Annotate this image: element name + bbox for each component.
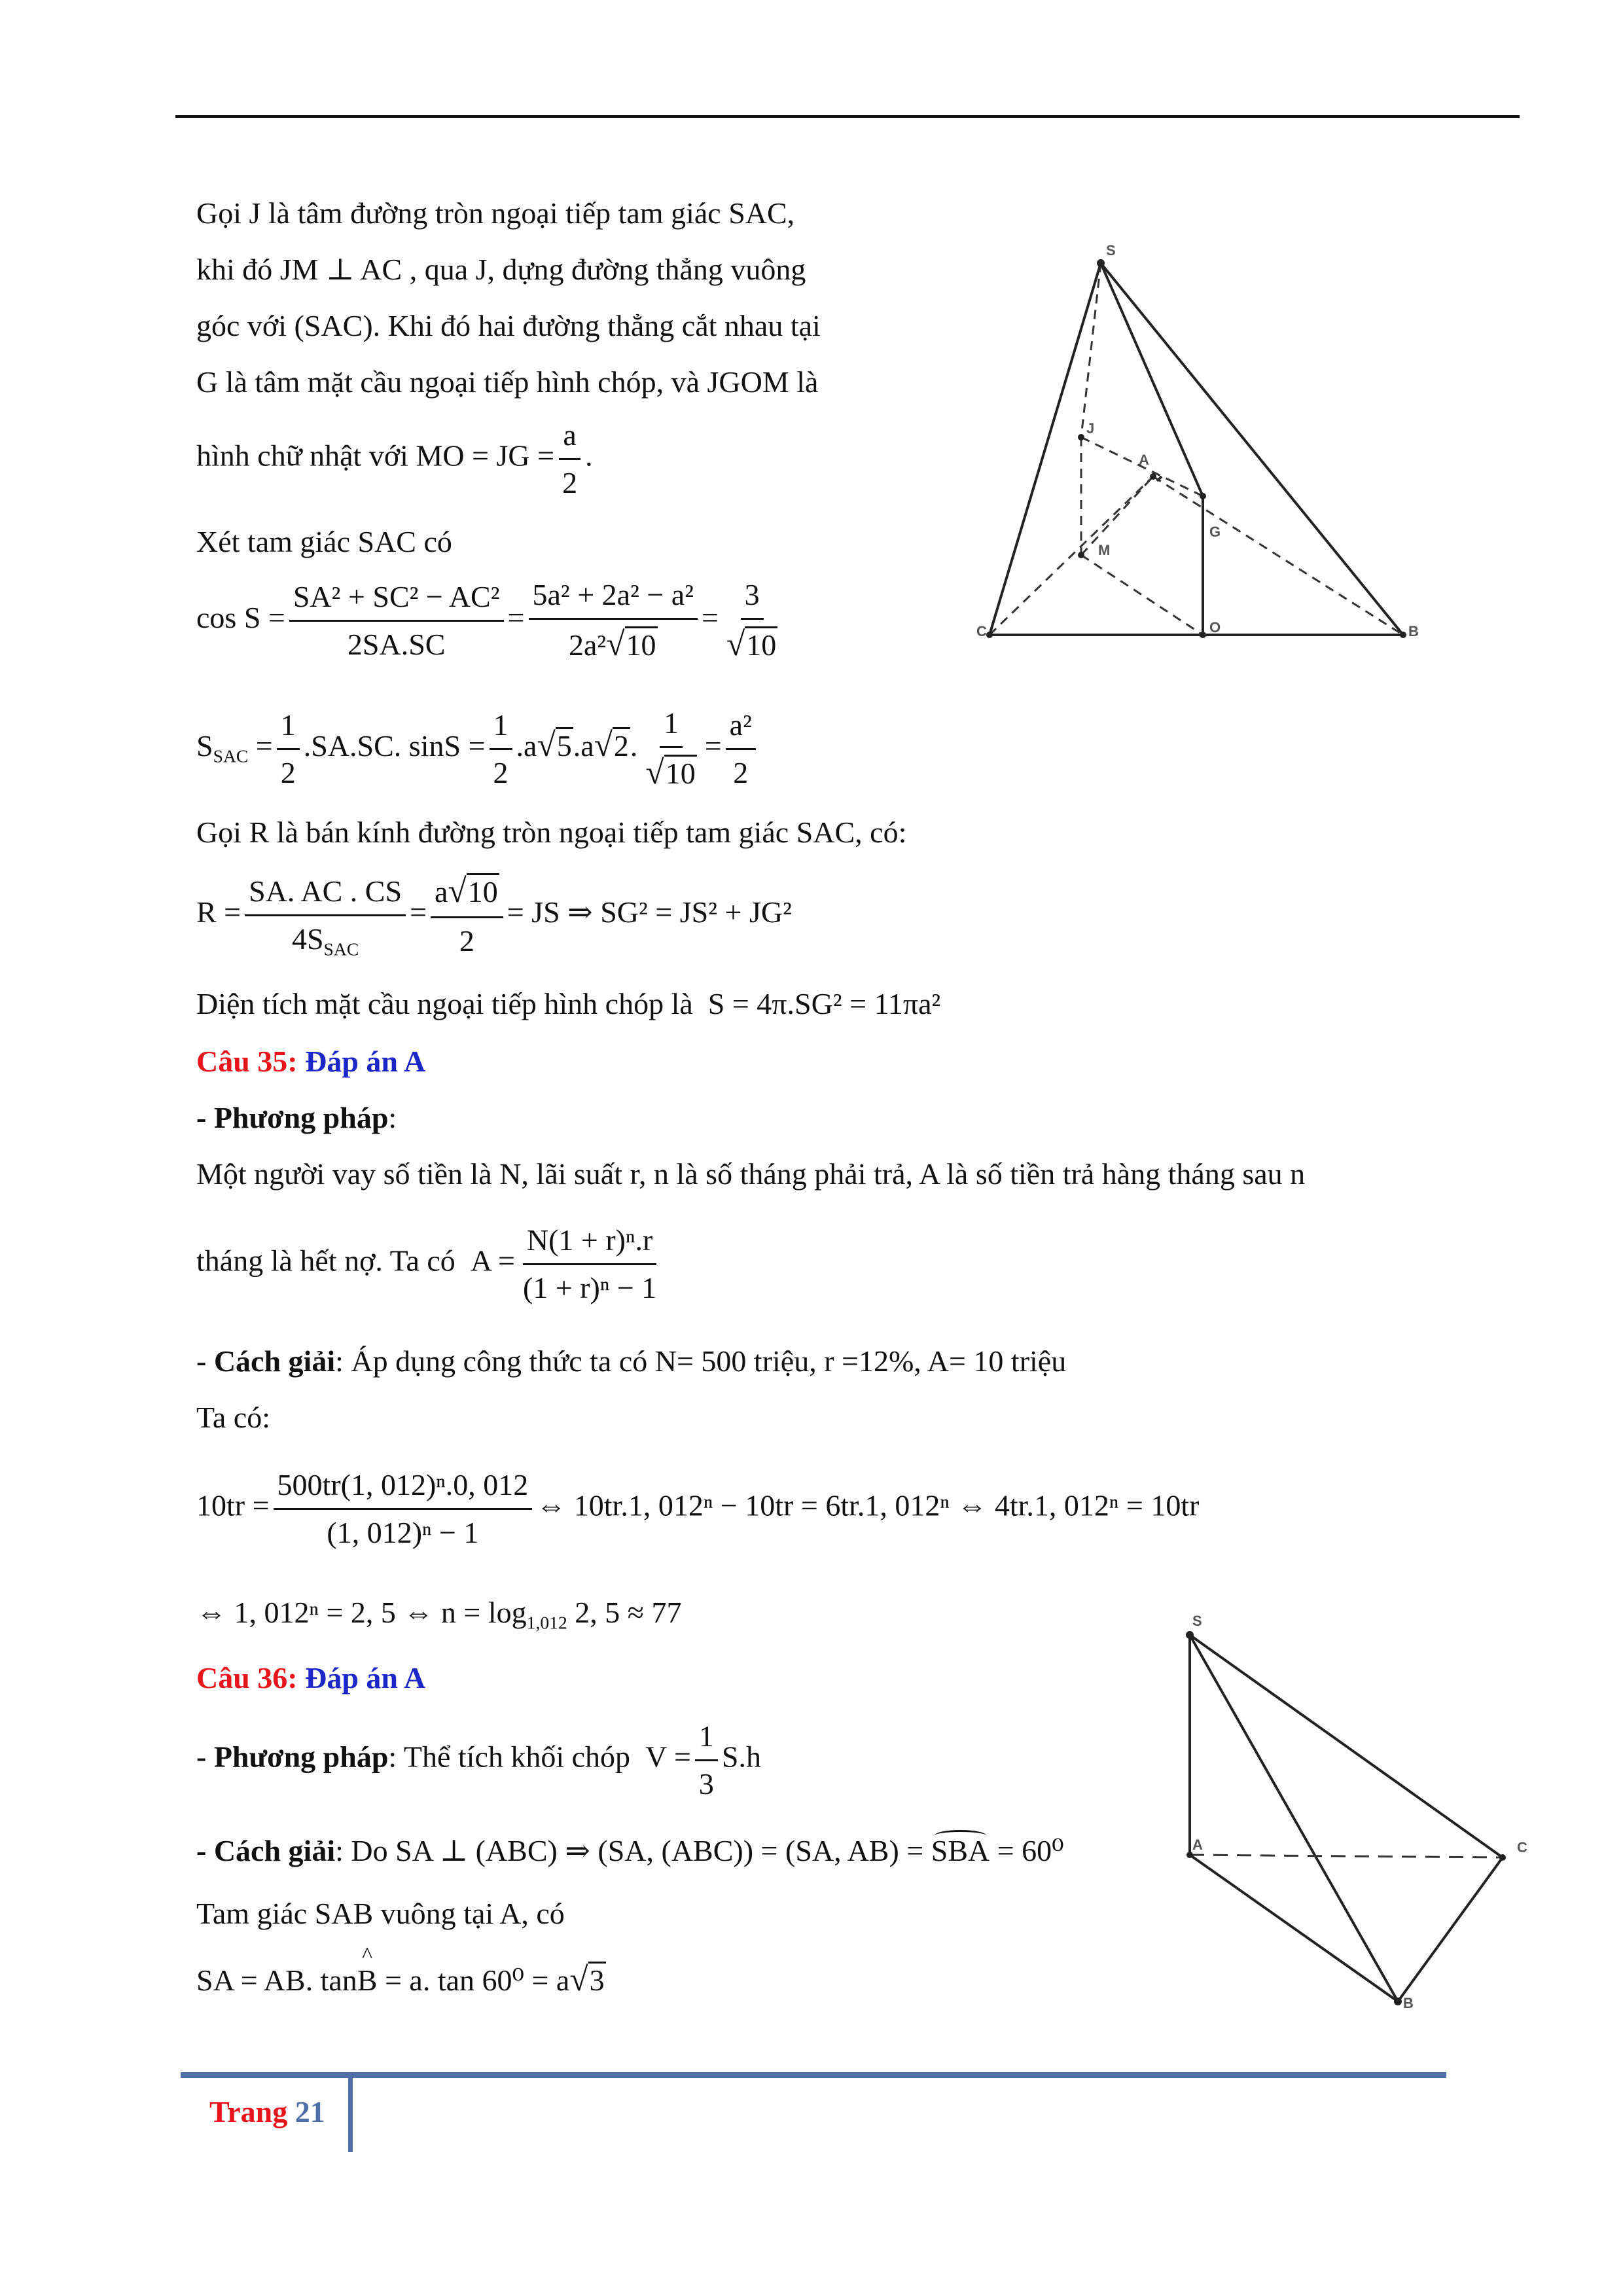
area-mid2: .a bbox=[516, 729, 537, 762]
sqrt-3-val: 3 bbox=[588, 1962, 606, 1997]
r-lhs: R = bbox=[196, 895, 241, 929]
sqrt-10b-val: 10 bbox=[745, 626, 777, 662]
q35-formula-frac bbox=[519, 1221, 660, 1306]
r-den-pre: 4S bbox=[291, 922, 324, 956]
q35-eq1-rest: ⇔ 10tr.1, 012ⁿ − 10tr = 6tr.1, 012ⁿ ⇔ 4tr.1, 012ⁿ = 10tr bbox=[536, 1488, 1200, 1522]
sqrt-10d-val: 10 bbox=[467, 873, 499, 908]
page-label: Trang bbox=[209, 2095, 288, 2128]
intro-line-5-text: hình chữ nhật với bbox=[196, 439, 408, 473]
q35-pp bbox=[196, 1100, 397, 1136]
q36-v-lhs: V = bbox=[645, 1740, 691, 1774]
half-2-den: 2 bbox=[493, 755, 508, 789]
q35-eq1-frac bbox=[274, 1466, 533, 1551]
xet-line: Xét tam giác SAC có bbox=[196, 525, 452, 558]
edge-sc bbox=[1190, 1635, 1503, 1857]
point-s bbox=[1186, 1631, 1194, 1639]
area-line bbox=[196, 986, 940, 1022]
label-b: B bbox=[1403, 1995, 1414, 2011]
cos-f1-den: 2SA.SC bbox=[347, 627, 446, 661]
point-b bbox=[1394, 1998, 1402, 2005]
edge-sb bbox=[1190, 1635, 1398, 2001]
sqrt-10c-val: 10 bbox=[664, 755, 697, 790]
r-f2-num bbox=[431, 870, 503, 918]
q36-cg-text: : Do bbox=[335, 1834, 388, 1867]
frac-den: 2 bbox=[562, 465, 578, 499]
q36-sa-a: SA = AB. tan bbox=[196, 1964, 357, 1997]
a2-den: 2 bbox=[733, 755, 749, 789]
frac-num: a bbox=[559, 416, 580, 460]
q36-cg-label: - Cách giải bbox=[196, 1834, 336, 1867]
intro-line-2: khi đó JM ⊥ AC , qua J, dựng đường thẳng vuông bbox=[196, 253, 806, 286]
label-s: S bbox=[1192, 1613, 1202, 1629]
point-a bbox=[1150, 473, 1156, 480]
label-g: G bbox=[1209, 524, 1221, 540]
q36-third-den: 3 bbox=[698, 1767, 714, 1801]
label-b: B bbox=[1408, 623, 1419, 639]
q36-title bbox=[196, 1660, 425, 1696]
area-eq: = bbox=[255, 729, 273, 762]
point-b bbox=[1400, 632, 1406, 638]
q35-desc: Một người vay số tiền là N, lãi suất r, n là số tháng phải trả, A là số tiền trả hàng tháng sau n bbox=[196, 1157, 1306, 1191]
point-c bbox=[986, 632, 993, 638]
label-s: S bbox=[1106, 242, 1116, 259]
intro-line-4: G là tâm mặt cầu ngoại tiếp hình chóp, và JGOM là bbox=[196, 365, 819, 399]
r-formula bbox=[196, 870, 792, 960]
area-mid: .SA.SC. sinS = bbox=[303, 729, 486, 762]
q35-desc2-text: tháng là hết nợ. Ta có bbox=[196, 1244, 455, 1278]
a2-num: a² bbox=[726, 706, 756, 750]
edge-ac bbox=[1190, 1855, 1503, 1857]
q36-sa-c: = a. tan 60⁰ = a bbox=[384, 1964, 570, 1997]
sqrt-5-val: 5 bbox=[556, 727, 573, 762]
page-value: 21 bbox=[294, 2095, 325, 2128]
q35-pp-colon: : bbox=[388, 1101, 397, 1134]
cos-f2-den-pre: 2a² bbox=[569, 628, 607, 662]
q36-answer: Đáp án A bbox=[305, 1661, 426, 1695]
q36-v-rhs: S.h bbox=[721, 1740, 761, 1774]
period: . bbox=[585, 439, 593, 473]
cos-frac-1 bbox=[289, 578, 504, 663]
angle-b: ^ B bbox=[357, 1962, 378, 1998]
edge-sc bbox=[990, 263, 1101, 635]
half-2 bbox=[490, 706, 512, 791]
intro-line-1: Gọi J là tâm đường tròn ngoại tiếp tam giác SAC, bbox=[196, 196, 795, 230]
footer-divider bbox=[348, 2078, 353, 2152]
q35-cg bbox=[196, 1343, 1066, 1379]
point-j bbox=[1078, 434, 1084, 440]
q36-third-num: 1 bbox=[695, 1717, 718, 1761]
area-lhs: S bbox=[196, 729, 213, 762]
q36-pp-label: - Phương pháp bbox=[196, 1740, 389, 1774]
q35-eq2-sub: 1,012 bbox=[526, 1612, 567, 1633]
cos-formula: cos S = $\frac{\text{SA² + SC² − AC²}}{2SA.SC}$ = $\frac{\text{5a² + 2a² − a²}}{\text{2a²√10}}$ = $\frac{3}{√10}$ bbox=[196, 576, 785, 666]
label-a: A bbox=[1192, 1837, 1203, 1853]
cos-f3-num: 3 bbox=[741, 576, 764, 620]
q35-answer: Đáp án A bbox=[305, 1045, 426, 1078]
intro-line-5-formula: MO = JG = bbox=[416, 439, 555, 473]
sqrt-10d: √10 bbox=[448, 872, 498, 910]
q35-formula-den: (1 + r)ⁿ − 1 bbox=[522, 1270, 657, 1304]
q35-title bbox=[196, 1043, 425, 1079]
sqrt-5: √5 bbox=[537, 726, 572, 764]
edge-ab bbox=[1153, 476, 1403, 635]
r-eq: = bbox=[410, 895, 427, 929]
cos-frac-2 bbox=[529, 576, 698, 666]
segment-mo bbox=[1081, 555, 1203, 635]
edge-bc bbox=[1398, 1857, 1503, 2001]
q35-pp-label: - Phương pháp bbox=[196, 1101, 389, 1134]
point-m bbox=[1078, 552, 1084, 558]
figure-pyramid-2 bbox=[1171, 1597, 1577, 2022]
r-frac-2 bbox=[431, 870, 503, 960]
half-1-num: 1 bbox=[277, 706, 300, 750]
point-s bbox=[1097, 259, 1105, 267]
point-o bbox=[1200, 632, 1206, 638]
footer-rule bbox=[181, 2072, 1446, 2078]
q36-cg-formula-b: = 60⁰ bbox=[997, 1834, 1064, 1867]
q36-tri: Tam giác SAB vuông tại A, có bbox=[196, 1897, 565, 1930]
q35-eq2-b: 2, 5 ≈ 77 bbox=[575, 1596, 682, 1629]
q35-cg-text: : Áp dụng công thức ta có N= 500 triệu, r =12%, A= 10 triệu bbox=[335, 1344, 1067, 1378]
q36-cg-formula-a: SA ⊥ (ABC) ⇒ (SA, (ABC)) = (SA, AB) = bbox=[395, 1834, 924, 1867]
r-rest: = JS ⇒ SG² = JS² + JG² bbox=[507, 895, 792, 929]
cos-f2-num: 5a² + 2a² − a² bbox=[529, 576, 698, 620]
frac-a-over-2 bbox=[558, 416, 581, 501]
q35-taco: Ta có: bbox=[196, 1401, 271, 1434]
r-f2-den: 2 bbox=[459, 924, 474, 958]
point-g bbox=[1200, 493, 1206, 499]
edge-sb bbox=[1101, 263, 1403, 635]
q36-number: Câu 36: bbox=[196, 1661, 298, 1695]
half-1-den: 2 bbox=[280, 755, 296, 789]
cos-f2-den bbox=[565, 620, 662, 666]
r-f1-den bbox=[288, 916, 363, 958]
figure-pyramid-1 bbox=[969, 229, 1440, 661]
cos-f3-den bbox=[722, 620, 781, 666]
area-line-text: Diện tích mặt cầu ngoại tiếp hình chóp là bbox=[196, 987, 693, 1020]
label-a: A bbox=[1139, 452, 1149, 468]
cos-lhs: cos S = bbox=[196, 601, 285, 634]
r-den-sub: SAC bbox=[323, 939, 359, 960]
area-lhs-sub: SAC bbox=[213, 745, 249, 766]
intro-line-5 bbox=[196, 416, 593, 501]
r-frac-1 bbox=[245, 872, 406, 958]
a2-over-2 bbox=[726, 706, 756, 791]
sqrt-10-val: 10 bbox=[625, 626, 658, 662]
sqrt-3: √3 bbox=[569, 1961, 605, 1998]
cos-frac-3 bbox=[722, 576, 781, 666]
half-1 bbox=[277, 706, 300, 791]
sqrt-2-val: 2 bbox=[613, 727, 630, 762]
q35-number: Câu 35: bbox=[196, 1045, 298, 1078]
sqrt-2: √2 bbox=[594, 726, 629, 764]
goi-r-line: Gọi R là bán kính đường tròn ngoại tiếp tam giác SAC, có: bbox=[196, 816, 907, 849]
q35-formula-lhs: A = bbox=[470, 1244, 515, 1278]
q35-eq1 bbox=[196, 1466, 1199, 1551]
half-2-num: 1 bbox=[490, 706, 512, 750]
one-over-sqrt10 bbox=[641, 704, 700, 794]
label-j: J bbox=[1086, 420, 1095, 437]
label-c: C bbox=[1517, 1839, 1527, 1856]
q35-cg-label: - Cách giải bbox=[196, 1344, 336, 1378]
intro-line-3: góc với (SAC). Khi đó hai đường thẳng cắt nhau tại bbox=[196, 309, 821, 342]
point-c bbox=[1499, 1854, 1506, 1861]
label-o: O bbox=[1209, 619, 1221, 636]
q36-pp bbox=[196, 1717, 761, 1803]
label-m: M bbox=[1098, 542, 1111, 558]
area-formula: $S_{SAC}$ = $\frac{1}{2}$ .SA.SC. sinS = $\frac{1}{2}$ .a√5.a√2. $\frac{1}{√10}$ = $\frac{\text{a²}}{2}$ bbox=[196, 704, 760, 794]
q35-eq1-num: 500tr(1, 012)ⁿ.0, 012 bbox=[274, 1466, 533, 1510]
header-rule bbox=[175, 115, 1520, 118]
q36-one-third bbox=[695, 1717, 718, 1803]
edge-sa bbox=[1101, 263, 1203, 496]
area-dot-a: .a bbox=[573, 729, 594, 762]
r-f1-num: SA. AC . CS bbox=[245, 872, 406, 916]
q36-sa bbox=[196, 1960, 606, 2000]
area-line-formula: S = 4π.SG² = 11πa² bbox=[707, 987, 941, 1020]
one-num: 1 bbox=[660, 704, 683, 748]
q36-pp-text: : Thể tích khối chóp bbox=[388, 1740, 631, 1774]
q35-eq2 bbox=[196, 1594, 682, 1633]
q35-eq2-a: ⇔ 1, 012ⁿ = 2, 5 ⇔ n = log bbox=[196, 1596, 527, 1629]
page-number bbox=[209, 2094, 325, 2129]
cos-f1-num: SA² + SC² − AC² bbox=[289, 578, 504, 622]
sqrt-10: √10 bbox=[606, 625, 656, 663]
label-c: C bbox=[976, 623, 987, 639]
sqrt-10b: √10 bbox=[726, 625, 777, 663]
sqrt-10c: √10 bbox=[645, 753, 696, 791]
edge-ab bbox=[1190, 1855, 1398, 2001]
segment-sj bbox=[1081, 263, 1101, 437]
q35-eq1-den: (1, 012)ⁿ − 1 bbox=[327, 1515, 479, 1549]
sqrt10-den bbox=[641, 748, 700, 794]
q36-cg bbox=[196, 1833, 1064, 1869]
r-f2-pre: a bbox=[435, 875, 448, 908]
q35-desc2 bbox=[196, 1221, 664, 1306]
q35-formula-num: N(1 + r)ⁿ.r bbox=[523, 1221, 656, 1265]
angle-sba: SBA bbox=[931, 1833, 990, 1869]
q35-eq1-lhs: 10tr = bbox=[196, 1488, 270, 1522]
